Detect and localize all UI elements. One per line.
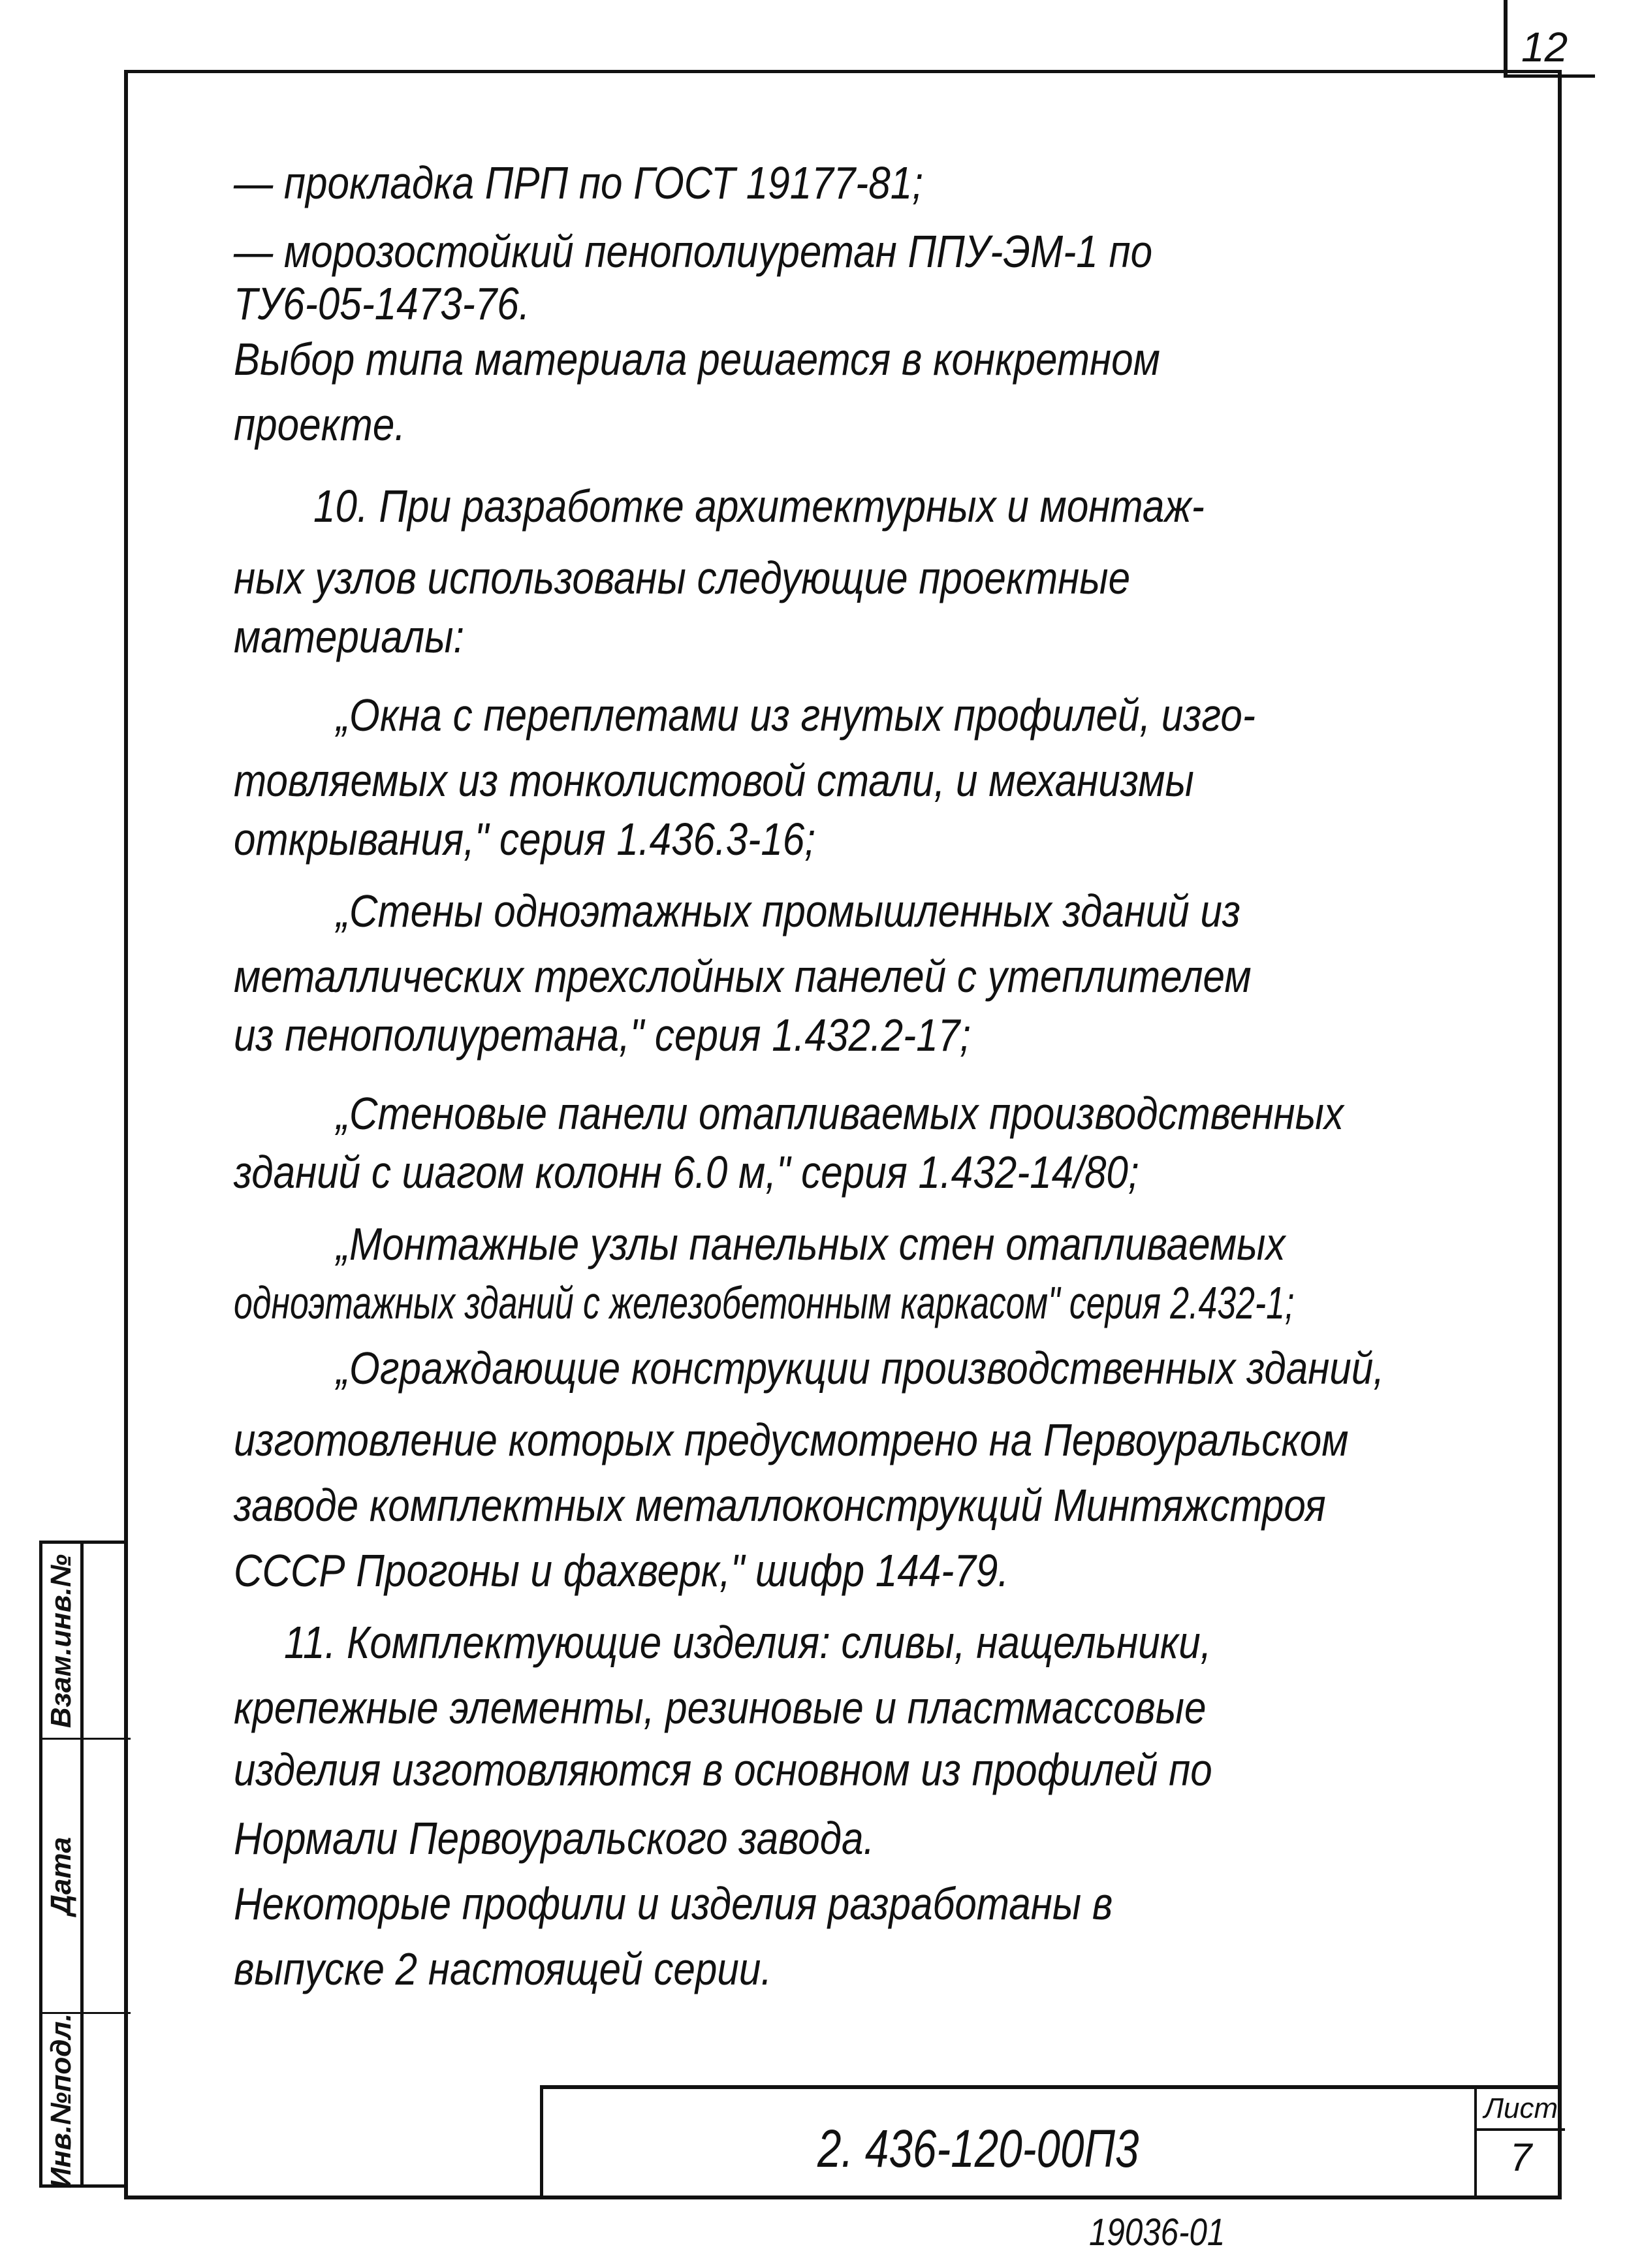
text-line: „Монтажные узлы панельных стен отапливаемых	[336, 1219, 1286, 1270]
text-line: материалы:	[234, 611, 465, 662]
stamp-original-inv	[42, 2014, 80, 2188]
side-stamp	[39, 1541, 127, 2188]
text-line: „Ограждающие конструкции производственных зданий,	[336, 1343, 1385, 1394]
text-line: зданий с шагом колонн 6.0 м," серия 1.432-14/80;	[234, 1147, 1139, 1198]
text-line: — морозостойкий пенополиуретан ППУ-ЭМ-1 по	[234, 226, 1153, 277]
stamp-label: Инв.№подл.	[45, 2013, 77, 2188]
text-line: 11. Комплектующие изделия: сливы, нащельники,	[284, 1617, 1212, 1668]
page-number-underline	[1504, 74, 1595, 78]
text-line: выпуске 2 настоящей серии.	[234, 1943, 772, 1994]
text-line: Некоторые профили и изделия разработаны в	[234, 1878, 1113, 1929]
text-line: из пенополиуретана," серия 1.432.2-17;	[234, 1010, 971, 1061]
stamp-label: Взам.инв.№	[45, 1554, 77, 1728]
text-line: „Стены одноэтажных промышленных зданий из	[336, 886, 1240, 936]
text-line: ТУ6-05-1473-76.	[234, 278, 530, 329]
stamp-column-divider	[80, 1544, 84, 2184]
text-line: Выбор типа материала решается в конкретном	[234, 334, 1160, 385]
text-line: ных узлов использованы следующие проектные	[234, 552, 1131, 603]
page-number-divider	[1504, 0, 1508, 76]
text-line: товляемых из тонколистовой стали, и механизмы	[234, 755, 1194, 806]
archive-number: 19036-01	[1089, 2211, 1225, 2254]
text-line: одноэтажных зданий с железобетонным каркасом" серия 2.432-1;	[234, 1277, 1295, 1328]
title-block	[540, 2085, 1562, 2199]
sheet-label: Лист	[1477, 2089, 1565, 2131]
text-line: изготовление которых предусмотрено на Первоуральском	[234, 1414, 1349, 1465]
stamp-replacement-inv	[42, 1544, 80, 1738]
text-line: 10. При разработке архитектурных и монтаж-	[313, 481, 1205, 532]
text-line: „Окна с переплетами из гнутых профилей, изго-	[336, 690, 1256, 741]
text-line: — прокладка ПРП по ГОСТ 19177-81;	[234, 157, 923, 208]
stamp-date	[42, 1740, 80, 2012]
sheet-number: 7	[1509, 2135, 1532, 2179]
text-line: Нормали Первоуральского завода.	[234, 1813, 875, 1864]
text-line: крепежные элементы, резиновые и пластмассовые	[234, 1682, 1207, 1733]
stamp-label: Дата	[45, 1836, 77, 1915]
text-line: СССР Прогоны и фахверк," шифр 144-79.	[234, 1545, 1009, 1596]
text-line: заводе комплектных металлоконструкций Минтяжстроя	[234, 1480, 1326, 1531]
text-line: проекте.	[234, 399, 406, 450]
text-line: открывания," серия 1.436.3-16;	[234, 814, 816, 865]
document-code: 2. 436-120-00П3	[817, 2119, 1139, 2179]
sheet-cell	[1474, 2089, 1565, 2199]
page-number: 12	[1521, 24, 1568, 71]
text-line: „Стеновые панели отапливаемых производственных	[336, 1088, 1344, 1139]
text-line: металлических трехслойных панелей с утеплителем	[234, 951, 1252, 1002]
text-line: изделия изготовляются в основном из профилей по	[234, 1744, 1212, 1795]
